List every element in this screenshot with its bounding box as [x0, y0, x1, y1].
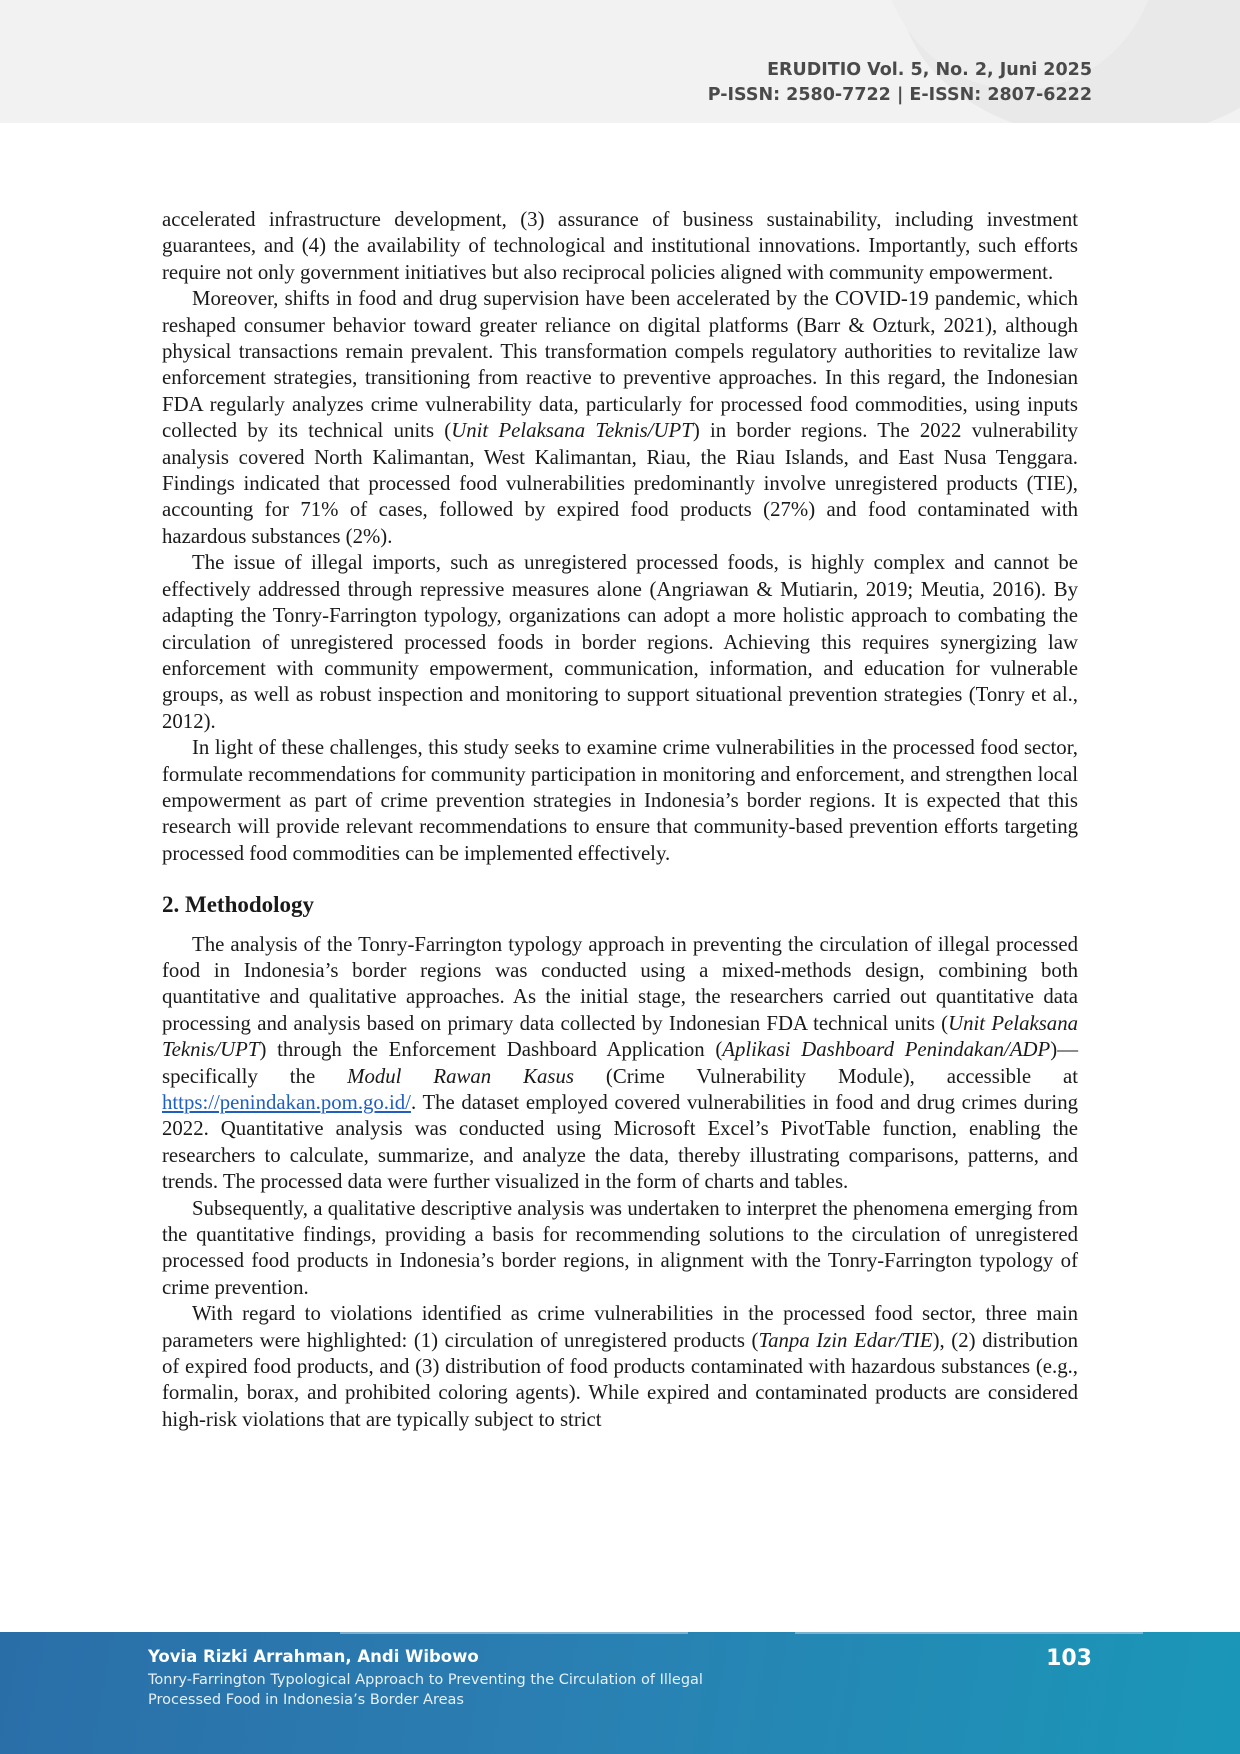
paragraph: accelerated infrastructure development, (3) assurance of business sustainability, including investment guarantees, and (4) the availability of technological and institutional innovations. Importantly, such efforts require not only government initiatives but also reciprocal policies aligned with community empowerment.	[162, 208, 1078, 284]
issn-line: P-ISSN: 2580-7722 | E-ISSN: 2807-6222	[707, 85, 1092, 105]
paragraph: Moreover, shifts in food and drug supervision have been accelerated by the COVID-19 pandemic, which reshaped consumer behavior toward greater reliance on digital platforms (Barr & Ozturk, 2021), although physical transactions remain prevalent. This transformation compels regulatory authorities to revitalize law enforcement strategies, transitioning from reactive to preventive approaches. In this regard, the Indonesian FDA regularly analyzes crime vulnerability data, particularly for processed food commodities, using inputs collected by its technical units (Unit Pelaksana Teknis/UPT) in border regions. The 2022 vulnerability analysis covered North Kalimantan, West Kalimantan, Riau, the Riau Islands, and East Nusa Tenggara. Findings indicated that processed food vulnerabilities predominantly involve unregistered products (TIE), accounting for 71% of cases, followed by expired food products (27%) and food contaminated with hazardous substances (2%).	[162, 287, 1078, 548]
paragraph: In light of these challenges, this study seeks to examine crime vulnerabilities in the processed food sector, formulate recommendations for community participation in monitoring and enforcement, and strengthen local empowerment as part of crime prevention strategies in Indonesia’s border regions. It is expected that this research will provide relevant recommendations to ensure that community-based prevention efforts targeting processed food commodities can be implemented effectively.	[162, 736, 1078, 865]
footer-authors: Yovia Rizki Arrahman, Andi Wibowo	[148, 1647, 479, 1666]
footer-divider	[340, 1632, 688, 1634]
page-number: 103	[1046, 1646, 1092, 1671]
paragraph: The analysis of the Tonry-Farrington typology approach in preventing the circulation of illegal processed food in Indonesia’s border regions was conducted using a mixed-methods design, combining both quantitative and qualitative approaches. As the initial stage, the researchers carried out quantitative data processing and analysis based on primary data collected by Indonesian FDA technical units (Unit Pelaksana Teknis/UPT) through the Enforcement Dashboard Application (Aplikasi Dashboard Penindakan/ADP)—specifically the Modul Rawan Kasus (Crime Vulnerability Module), accessible at https://penindakan.pom.go.id/. The dataset employed covered vulnerabilities in food and drug crimes during 2022. Quantitative analysis was conducted using Microsoft Excel’s PivotTable function, enabling the researchers to calculate, summarize, and analyze the data, thereby illustrating comparisons, patterns, and trends. The processed data were further visualized in the form of charts and tables.	[162, 932, 1079, 1194]
journal-info	[708, 58, 1092, 108]
footer-article-title: Tonry-Farrington Typological Approach to Preventing the Circulation of Illegal Processed Food in Indonesia’s Border Areas	[148, 1672, 703, 1708]
section-heading: 2. Methodology	[162, 892, 315, 918]
paragraph: Subsequently, a qualitative descriptive analysis was undertaken to interpret the phenomena emerging from the quantitative findings, providing a basis for recommending solutions to the circulation of unregistered processed food products in Indonesia’s border regions, in alignment with the Tonry-Farrington typology of crime prevention.	[162, 1196, 1078, 1299]
article-body	[162, 207, 1078, 1433]
journal-volume-line: ERUDITIO Vol. 5, No. 2, Juni 2025	[767, 60, 1092, 80]
paragraph: With regard to violations identified as crime vulnerabilities in the processed food sector, three main parameters were highlighted: (1) circulation of unregistered products (Tanpa Izin Edar/TIE), (2) distribution of expired food products, and (3) distribution of food products contaminated with hazardous substances (e.g., formalin, borax, and prohibited coloring agents). While expired and contaminated products are considered high-risk violations that are typically subject to strict	[162, 1302, 1078, 1431]
paragraph: The issue of illegal imports, such as unregistered processed foods, is highly complex and cannot be effectively addressed through repressive measures alone (Angriawan & Mutiarin, 2019; Meutia, 2016). By adapting the Tonry-Farrington typology, organizations can adopt a more holistic approach to combating the circulation of unregistered processed foods in border regions. Achieving this requires synergizing law enforcement with community empowerment, communication, information, and education for vulnerable groups, as well as robust inspection and monitoring to support situational prevention strategies (Tonry et al., 2012).	[162, 551, 1078, 733]
footer-divider	[795, 1632, 1143, 1634]
page-footer	[0, 1632, 1240, 1754]
page-header	[0, 0, 1240, 123]
penindakan-link[interactable]: https://penindakan.pom.go.id/	[162, 1091, 411, 1114]
